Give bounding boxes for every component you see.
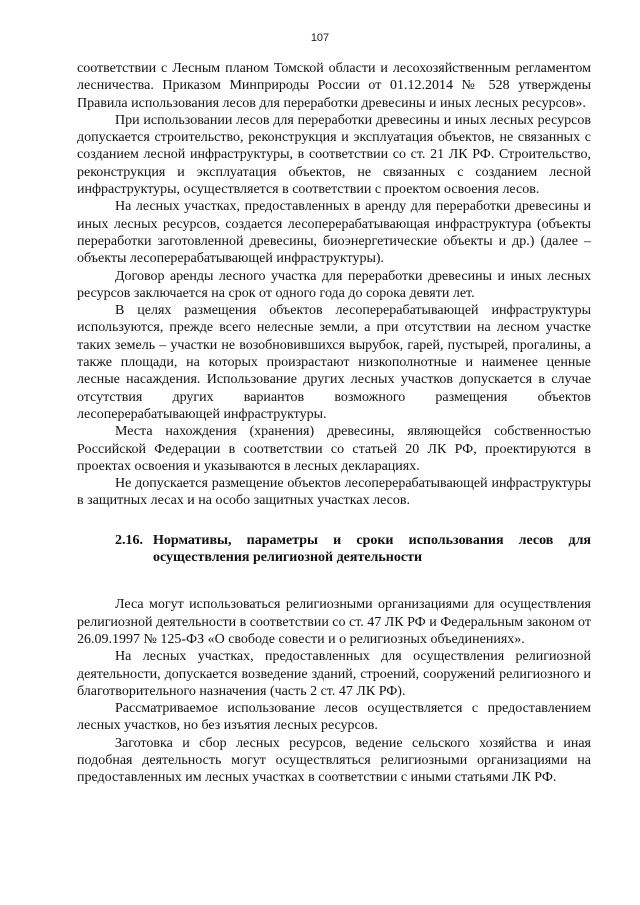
paragraph: Леса могут использоваться религиозными организациями для осуществления религиозной деятельности в соответствии со ст. 47 ЛК РФ и Федеральным законом от 26.09.1997 № 125-ФЗ «О свободе совести и о религиозных объединениях». <box>77 597 591 647</box>
paragraph: Не допускается размещение объектов лесоперерабатывающей инфраструктуры в защитных лесах и на особо защитных участках лесов. <box>77 476 591 509</box>
paragraph: Рассматриваемое использование лесов осуществляется с предоставлением лесных участков, но без изъятия лесных ресурсов. <box>77 701 591 734</box>
paragraph: Договор аренды лесного участка для переработки древесины и иных лесных ресурсов заключается на срок от одного года до сорока девяти лет. <box>77 268 591 301</box>
paragraph: Места нахождения (хранения) древесины, являющейся собственностью Российской Федерации в соответствии со статьей 20 ЛК РФ, проектируются в проектах освоения и указываются в лесных декларациях. <box>77 424 591 474</box>
paragraph: На лесных участках, предоставленных в аренду для переработки древесины и иных лесных ресурсов, создается лесоперерабатывающая инфраструктура (объекты переработки заготовленной древесины, биоэнергетические объекты и др.) (далее – объекты лесоперерабатывающей инфраструктуры). <box>77 199 591 267</box>
paragraph: На лесных участках, предоставленных для осуществления религиозной деятельности, допускается возведение зданий, строений, сооружений религиозного и благотворительного назначения (часть 2 ст. 47 ЛК РФ). <box>77 649 591 699</box>
paragraph: При использовании лесов для переработки древесины и иных лесных ресурсов допускается строительство, реконструкция и эксплуатация объектов, не связанных с созданием лесной инфраструктуры, в соответствии со ст. 21 ЛК РФ. Строительство, реконструкция и эксплуатация объектов, не связанных с созданием лесной инфраструктуры, осуществляется в соответствии с проектом освоения лесов. <box>77 112 591 198</box>
page-number: 107 <box>310 32 330 44</box>
section-number: 2.16. <box>115 532 143 548</box>
paragraph: В целях размещения объектов лесоперерабатывающей инфраструктуры используются, прежде всего нелесные земли, а при отсутствии на лесном участке таких земель – участки не возобновившихся вырубок, гарей, пустырей, прогалины, а также площади, на которых произрастают низкополнотные и наименее ценные лесные насаждения. Использование других лесных участков допускается в случае отсутствия других вариантов возможного размещения объектов лесоперерабатывающей инфраструктуры. <box>77 303 591 422</box>
page-content <box>77 60 591 787</box>
section-title: Нормативы, параметры и сроки использования лесов для осуществления религиозной деятельности <box>153 532 591 566</box>
paragraph: Заготовка и сбор лесных ресурсов, ведение сельского хозяйства и иная подобная деятельность могут осуществляться религиозными организациями на предоставленных им лесных участках в соответствии с иными статьями ЛК РФ. <box>77 735 591 786</box>
paragraph: соответствии с Лесным планом Томской области и лесохозяйственным регламентом лесничества. Приказом Минприроды России от 01.12.2014 № 528 утверждены Правила использования лесов для переработки древесины и иных лесных ресурсов». <box>77 61 591 111</box>
section-heading <box>77 532 591 567</box>
